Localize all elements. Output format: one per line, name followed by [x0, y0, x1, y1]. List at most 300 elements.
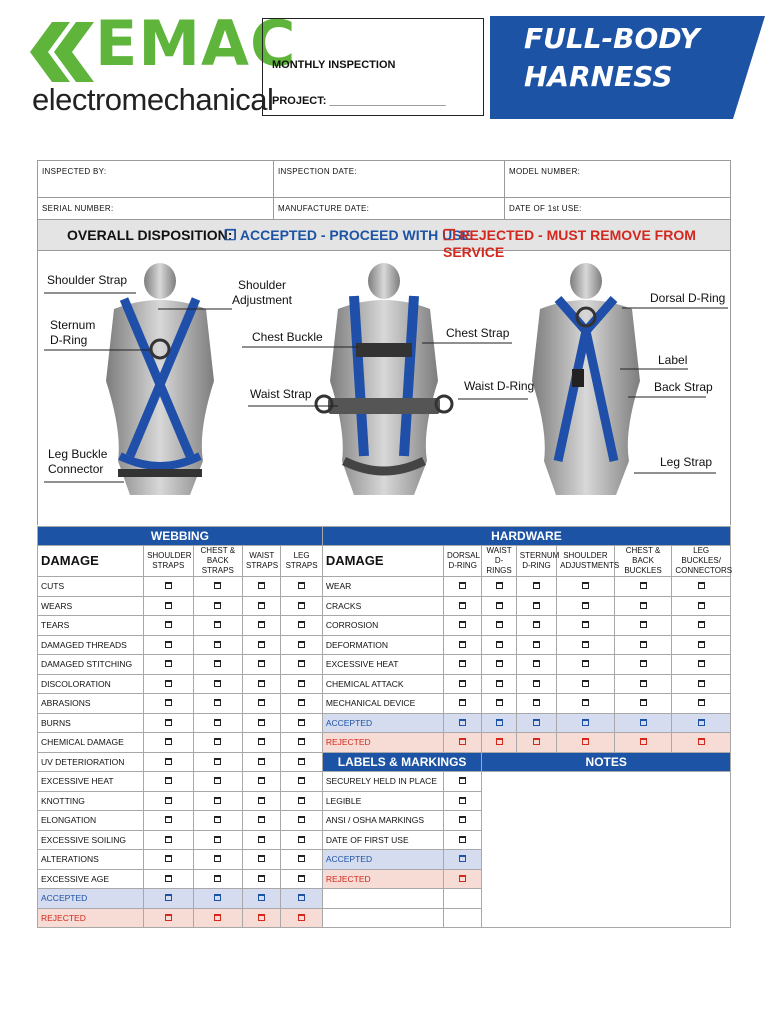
hardware-checkbox-cell[interactable]: [482, 616, 516, 636]
hardware-checkbox-cell[interactable]: [557, 694, 615, 714]
hardware-checkbox-cell[interactable]: [516, 655, 556, 675]
labels-markings-header: LABELS & MARKINGS: [322, 752, 482, 772]
checkbox-icon[interactable]: [298, 719, 305, 726]
webbing-checkbox-cell[interactable]: [193, 616, 242, 636]
hardware-checkbox-cell[interactable]: [557, 635, 615, 655]
checkbox-icon[interactable]: [298, 602, 305, 609]
webbing-checkbox-cell[interactable]: [193, 889, 242, 909]
labels-checkbox-cell[interactable]: [444, 791, 482, 811]
checkbox-icon[interactable]: [496, 641, 503, 648]
checkbox-icon[interactable]: [298, 894, 305, 901]
disposition-rejected-checkbox[interactable]: ❐ REJECTED - MUST REMOVE FROM SERVICE: [443, 227, 696, 260]
webbing-checkbox-cell[interactable]: [243, 908, 281, 928]
checkbox-icon[interactable]: [258, 914, 265, 921]
hardware-checkbox-cell[interactable]: [557, 616, 615, 636]
checkbox-icon[interactable]: [640, 582, 647, 589]
hardware-checkbox-cell[interactable]: [557, 577, 615, 597]
hardware-checkbox-cell[interactable]: [672, 635, 731, 655]
checkbox-icon[interactable]: [258, 855, 265, 862]
hardware-checkbox-cell[interactable]: [444, 596, 482, 616]
checkbox-icon[interactable]: [698, 641, 705, 648]
checkbox-icon[interactable]: [165, 894, 172, 901]
hardware-checkbox-cell[interactable]: [614, 596, 672, 616]
webbing-checkbox-cell[interactable]: [281, 772, 322, 792]
checkbox-icon[interactable]: [165, 602, 172, 609]
hardware-checkbox-cell[interactable]: [557, 655, 615, 675]
checkbox-icon[interactable]: [459, 816, 466, 823]
webbing-checkbox-cell[interactable]: [281, 752, 322, 772]
webbing-checkbox-cell[interactable]: [281, 830, 322, 850]
hardware-checkbox-cell[interactable]: [444, 694, 482, 714]
hardware-accepted-checkbox-cell[interactable]: [614, 713, 672, 733]
checkbox-icon[interactable]: [214, 582, 221, 589]
checkbox-icon[interactable]: [582, 582, 589, 589]
checkbox-icon[interactable]: [459, 641, 466, 648]
checkbox-icon[interactable]: [459, 660, 466, 667]
hardware-checkbox-cell[interactable]: [482, 577, 516, 597]
hardware-checkbox-cell[interactable]: [672, 596, 731, 616]
checkbox-icon[interactable]: [698, 621, 705, 628]
checkbox-icon[interactable]: [533, 641, 540, 648]
hardware-checkbox-cell[interactable]: [614, 635, 672, 655]
checkbox-icon[interactable]: [214, 621, 221, 628]
webbing-checkbox-cell[interactable]: [243, 694, 281, 714]
webbing-checkbox-cell[interactable]: [144, 733, 193, 753]
checkbox-icon[interactable]: [459, 836, 466, 843]
checkbox-icon[interactable]: [165, 621, 172, 628]
webbing-checkbox-cell[interactable]: [243, 635, 281, 655]
checkbox-icon[interactable]: [533, 582, 540, 589]
checkbox-icon[interactable]: [298, 758, 305, 765]
hardware-checkbox-cell[interactable]: [482, 596, 516, 616]
labels-checkbox-cell[interactable]: [444, 830, 482, 850]
first-use-date-field[interactable]: DATE OF 1st USE:: [505, 198, 731, 235]
checkbox-icon[interactable]: [582, 719, 589, 726]
checkbox-icon[interactable]: [258, 582, 265, 589]
disposition-label: OVERALL DISPOSITION:: [67, 227, 233, 243]
webbing-checkbox-cell[interactable]: [281, 791, 322, 811]
webbing-checkbox-cell[interactable]: [281, 596, 322, 616]
webbing-checkbox-cell[interactable]: [193, 596, 242, 616]
checkbox-icon[interactable]: [298, 641, 305, 648]
checkbox-icon[interactable]: [165, 680, 172, 687]
checkbox-icon[interactable]: [459, 582, 466, 589]
checkbox-icon[interactable]: [496, 621, 503, 628]
webbing-checkbox-cell[interactable]: [193, 791, 242, 811]
webbing-checkbox-cell[interactable]: [243, 655, 281, 675]
checkbox-icon[interactable]: [496, 582, 503, 589]
checkbox-icon[interactable]: [459, 777, 466, 784]
checkbox-icon[interactable]: [214, 602, 221, 609]
checkbox-icon[interactable]: [459, 602, 466, 609]
hardware-checkbox-cell[interactable]: [444, 577, 482, 597]
checkbox-icon[interactable]: [258, 836, 265, 843]
checkbox-icon[interactable]: [582, 680, 589, 687]
checkbox-icon[interactable]: [214, 680, 221, 687]
checkbox-icon[interactable]: [214, 816, 221, 823]
checkbox-icon[interactable]: [496, 680, 503, 687]
labels-checkbox-cell[interactable]: [444, 772, 482, 792]
hardware-rejected-checkbox-cell[interactable]: [672, 733, 731, 753]
webbing-damage-item: WEARS: [38, 596, 144, 616]
webbing-checkbox-cell[interactable]: [193, 752, 242, 772]
webbing-checkbox-cell[interactable]: [144, 596, 193, 616]
hardware-accepted-checkbox-cell[interactable]: [444, 713, 482, 733]
webbing-checkbox-cell[interactable]: [144, 850, 193, 870]
webbing-checkbox-cell[interactable]: [281, 908, 322, 928]
webbing-damage-item: ELONGATION: [38, 811, 144, 831]
checkbox-icon[interactable]: [459, 680, 466, 687]
hardware-checkbox-cell[interactable]: [614, 694, 672, 714]
checkbox-icon[interactable]: [214, 699, 221, 706]
checkbox-icon[interactable]: [165, 738, 172, 745]
checkbox-icon[interactable]: [214, 641, 221, 648]
label-dorsal-dring: Dorsal D-Ring: [650, 291, 726, 305]
hardware-column-header: DORSAL D-RING: [444, 546, 482, 577]
hardware-checkbox-cell[interactable]: [516, 596, 556, 616]
webbing-checkbox-cell[interactable]: [193, 811, 242, 831]
webbing-checkbox-cell[interactable]: [243, 674, 281, 694]
checkbox-icon[interactable]: [533, 680, 540, 687]
hardware-damage-item: EXCESSIVE HEAT: [322, 655, 443, 675]
checkbox-icon[interactable]: [298, 797, 305, 804]
checkbox-icon[interactable]: [582, 621, 589, 628]
table-row: [38, 577, 731, 597]
webbing-checkbox-cell[interactable]: [243, 616, 281, 636]
checkbox-icon[interactable]: [496, 738, 503, 745]
checkbox-icon[interactable]: [214, 738, 221, 745]
checkbox-icon[interactable]: [582, 699, 589, 706]
checkbox-icon[interactable]: [459, 719, 466, 726]
title-line-2: HARNESS: [524, 60, 673, 93]
hardware-rejected-checkbox-cell[interactable]: [516, 733, 556, 753]
label-waist-strap: Waist Strap: [250, 387, 312, 401]
checkbox-icon[interactable]: [582, 602, 589, 609]
webbing-checkbox-cell[interactable]: [281, 869, 322, 889]
checkbox-icon[interactable]: [298, 660, 305, 667]
hardware-checkbox-cell[interactable]: [672, 616, 731, 636]
webbing-checkbox-cell[interactable]: [243, 772, 281, 792]
webbing-checkbox-cell[interactable]: [281, 889, 322, 909]
checkbox-icon[interactable]: [165, 855, 172, 862]
checkbox-icon[interactable]: [640, 738, 647, 745]
checkbox-icon[interactable]: [582, 738, 589, 745]
hardware-rejected-checkbox-cell[interactable]: [557, 733, 615, 753]
checkbox-icon[interactable]: [582, 660, 589, 667]
webbing-checkbox-cell[interactable]: [243, 830, 281, 850]
hardware-checkbox-cell[interactable]: [482, 635, 516, 655]
webbing-checkbox-cell[interactable]: [243, 713, 281, 733]
checkbox-icon[interactable]: [298, 738, 305, 745]
webbing-checkbox-cell[interactable]: [243, 811, 281, 831]
checkbox-icon[interactable]: [165, 582, 172, 589]
checkbox-icon[interactable]: [496, 602, 503, 609]
checkbox-icon[interactable]: [533, 660, 540, 667]
checkbox-icon[interactable]: [496, 660, 503, 667]
checkbox-icon[interactable]: [298, 621, 305, 628]
checkbox-icon[interactable]: [214, 777, 221, 784]
hardware-rejected-checkbox-cell[interactable]: [444, 733, 482, 753]
webbing-checkbox-cell[interactable]: [144, 694, 193, 714]
checkbox-icon[interactable]: [298, 875, 305, 882]
hardware-accepted-checkbox-cell[interactable]: [557, 713, 615, 733]
webbing-checkbox-cell[interactable]: [193, 674, 242, 694]
checkbox-icon[interactable]: [214, 797, 221, 804]
webbing-checkbox-cell[interactable]: [281, 850, 322, 870]
webbing-checkbox-cell[interactable]: [281, 733, 322, 753]
checkbox-icon[interactable]: [698, 699, 705, 706]
inspected-by-field[interactable]: INSPECTED BY:: [38, 161, 274, 198]
webbing-checkbox-cell[interactable]: [243, 889, 281, 909]
checkbox-icon[interactable]: [698, 738, 705, 745]
checkbox-icon[interactable]: [582, 641, 589, 648]
checkbox-icon[interactable]: [298, 582, 305, 589]
checkbox-icon[interactable]: [298, 855, 305, 862]
labels-checkbox-cell[interactable]: [444, 811, 482, 831]
webbing-checkbox-cell[interactable]: [193, 577, 242, 597]
webbing-checkbox-cell[interactable]: [243, 733, 281, 753]
checkbox-icon[interactable]: [496, 699, 503, 706]
webbing-checkbox-cell[interactable]: [144, 655, 193, 675]
checkbox-icon[interactable]: [640, 680, 647, 687]
checkbox-icon[interactable]: [533, 699, 540, 706]
hardware-checkbox-cell[interactable]: [444, 655, 482, 675]
notes-area[interactable]: [482, 772, 731, 928]
hardware-accepted-checkbox-cell[interactable]: [482, 713, 516, 733]
checkbox-icon[interactable]: [459, 855, 466, 862]
webbing-checkbox-cell[interactable]: [281, 655, 322, 675]
checkbox-icon[interactable]: [165, 875, 172, 882]
webbing-checkbox-cell[interactable]: [144, 889, 193, 909]
label-leg-strap: Leg Strap: [660, 455, 713, 469]
model-number-field[interactable]: MODEL NUMBER:: [505, 161, 731, 198]
checkbox-icon[interactable]: [258, 816, 265, 823]
webbing-checkbox-cell[interactable]: [193, 772, 242, 792]
checkbox-icon[interactable]: [165, 758, 172, 765]
checkbox-icon[interactable]: [214, 758, 221, 765]
webbing-damage-item: ABRASIONS: [38, 694, 144, 714]
webbing-column-header: WAIST STRAPS: [243, 546, 281, 577]
checkbox-icon[interactable]: [533, 738, 540, 745]
checkbox-icon[interactable]: [640, 660, 647, 667]
serial-number-field[interactable]: SERIAL NUMBER:: [38, 198, 274, 235]
checkbox-icon[interactable]: [640, 602, 647, 609]
checkbox-icon[interactable]: [258, 719, 265, 726]
checkbox-icon[interactable]: [165, 641, 172, 648]
webbing-checkbox-cell[interactable]: [144, 635, 193, 655]
webbing-checkbox-cell[interactable]: [193, 694, 242, 714]
checkbox-icon[interactable]: [640, 641, 647, 648]
checkbox-icon[interactable]: [459, 699, 466, 706]
checkbox-icon[interactable]: [258, 797, 265, 804]
checkbox-icon[interactable]: [298, 914, 305, 921]
hardware-checkbox-cell[interactable]: [672, 577, 731, 597]
hardware-checkbox-cell[interactable]: [557, 674, 615, 694]
checkbox-icon[interactable]: [459, 875, 466, 882]
hardware-checkbox-cell[interactable]: [557, 596, 615, 616]
hardware-checkbox-cell[interactable]: [444, 674, 482, 694]
checkbox-icon[interactable]: [698, 719, 705, 726]
hardware-checkbox-cell[interactable]: [614, 577, 672, 597]
webbing-checkbox-cell[interactable]: [243, 596, 281, 616]
hardware-checkbox-cell[interactable]: [614, 616, 672, 636]
webbing-checkbox-cell[interactable]: [144, 772, 193, 792]
checkbox-icon[interactable]: [165, 836, 172, 843]
labels-accepted-checkbox-cell[interactable]: [444, 850, 482, 870]
hardware-checkbox-cell[interactable]: [516, 616, 556, 636]
hardware-rejected-checkbox-cell[interactable]: [482, 733, 516, 753]
hardware-checkbox-cell[interactable]: [444, 635, 482, 655]
checkbox-icon[interactable]: [258, 680, 265, 687]
checkbox-icon[interactable]: [214, 836, 221, 843]
webbing-checkbox-cell[interactable]: [144, 713, 193, 733]
hardware-accepted-checkbox-cell[interactable]: [672, 713, 731, 733]
webbing-checkbox-cell[interactable]: [144, 616, 193, 636]
page-title: [524, 20, 700, 96]
checkbox-icon[interactable]: [165, 816, 172, 823]
checkbox-icon[interactable]: [214, 894, 221, 901]
checkbox-icon[interactable]: [214, 855, 221, 862]
webbing-checkbox-cell[interactable]: [193, 908, 242, 928]
checkbox-icon[interactable]: [165, 777, 172, 784]
webbing-checkbox-cell[interactable]: [144, 811, 193, 831]
checkbox-icon[interactable]: [698, 660, 705, 667]
inspection-date-field[interactable]: INSPECTION DATE:: [274, 161, 505, 198]
hardware-checkbox-cell[interactable]: [516, 635, 556, 655]
webbing-checkbox-cell[interactable]: [281, 635, 322, 655]
hardware-checkbox-cell[interactable]: [516, 694, 556, 714]
checkbox-icon[interactable]: [459, 621, 466, 628]
hardware-checkbox-cell[interactable]: [482, 655, 516, 675]
hardware-checkbox-cell[interactable]: [516, 674, 556, 694]
checkbox-icon[interactable]: [165, 699, 172, 706]
checkbox-icon[interactable]: [698, 680, 705, 687]
checkbox-icon[interactable]: [298, 816, 305, 823]
hardware-checkbox-cell[interactable]: [672, 694, 731, 714]
webbing-checkbox-cell[interactable]: [144, 577, 193, 597]
webbing-checkbox-cell[interactable]: [281, 616, 322, 636]
project-field[interactable]: PROJECT: ___________________: [272, 95, 446, 107]
checkbox-icon[interactable]: [640, 621, 647, 628]
hardware-header: HARDWARE: [322, 527, 730, 546]
webbing-checkbox-cell[interactable]: [193, 655, 242, 675]
webbing-checkbox-cell[interactable]: [281, 713, 322, 733]
checkbox-icon[interactable]: [533, 719, 540, 726]
disposition-accepted-checkbox[interactable]: ❐ ACCEPTED - PROCEED WITH USE: [224, 227, 471, 243]
labels-item: LEGIBLE: [322, 791, 443, 811]
checkbox-icon[interactable]: [533, 602, 540, 609]
checkbox-icon[interactable]: [258, 758, 265, 765]
checkbox-icon[interactable]: [298, 699, 305, 706]
hardware-column-header: STERNUM D-RING: [516, 546, 556, 577]
hardware-checkbox-cell[interactable]: [672, 655, 731, 675]
webbing-checkbox-cell[interactable]: [281, 674, 322, 694]
checkbox-icon[interactable]: [165, 660, 172, 667]
checkbox-icon[interactable]: [298, 836, 305, 843]
webbing-checkbox-cell[interactable]: [281, 577, 322, 597]
checkbox-icon[interactable]: [214, 914, 221, 921]
webbing-checkbox-cell[interactable]: [193, 850, 242, 870]
checkbox-icon[interactable]: [258, 621, 265, 628]
checkbox-icon[interactable]: [698, 602, 705, 609]
webbing-checkbox-cell[interactable]: [281, 811, 322, 831]
checkbox-icon[interactable]: [298, 680, 305, 687]
hardware-checkbox-cell[interactable]: [672, 674, 731, 694]
webbing-checkbox-cell[interactable]: [243, 577, 281, 597]
checkbox-icon[interactable]: [698, 582, 705, 589]
checkbox-icon[interactable]: [258, 894, 265, 901]
webbing-checkbox-cell[interactable]: [144, 752, 193, 772]
webbing-checkbox-cell[interactable]: [144, 674, 193, 694]
checkbox-icon[interactable]: [214, 719, 221, 726]
checkbox-icon[interactable]: [459, 738, 466, 745]
checkbox-icon[interactable]: [258, 602, 265, 609]
webbing-checkbox-cell[interactable]: [193, 733, 242, 753]
hardware-checkbox-cell[interactable]: [614, 674, 672, 694]
label-sternum-dring: Sternum D-Ring: [50, 318, 96, 347]
hardware-rejected-checkbox-cell[interactable]: [614, 733, 672, 753]
checkbox-icon[interactable]: [640, 699, 647, 706]
labels-rejected-checkbox-cell[interactable]: [444, 869, 482, 889]
webbing-checkbox-cell[interactable]: [144, 830, 193, 850]
webbing-checkbox-cell[interactable]: [193, 830, 242, 850]
label-label: Label: [658, 353, 688, 367]
checkbox-icon[interactable]: [165, 719, 172, 726]
webbing-checkbox-cell[interactable]: [243, 752, 281, 772]
checkbox-icon[interactable]: [640, 719, 647, 726]
hardware-damage-item: CHEMICAL ATTACK: [322, 674, 443, 694]
checkbox-icon[interactable]: [459, 797, 466, 804]
webbing-checkbox-cell[interactable]: [193, 713, 242, 733]
checkbox-icon[interactable]: [258, 641, 265, 648]
hardware-accepted-checkbox-cell[interactable]: [516, 713, 556, 733]
checkbox-icon[interactable]: [214, 660, 221, 667]
webbing-checkbox-cell[interactable]: [193, 635, 242, 655]
hardware-checkbox-cell[interactable]: [482, 674, 516, 694]
checkbox-icon[interactable]: [258, 875, 265, 882]
checkbox-icon[interactable]: [258, 660, 265, 667]
webbing-checkbox-cell[interactable]: [144, 791, 193, 811]
checkbox-icon[interactable]: [214, 875, 221, 882]
webbing-checkbox-cell[interactable]: [243, 850, 281, 870]
checkbox-icon[interactable]: [165, 797, 172, 804]
checkbox-icon[interactable]: [298, 777, 305, 784]
hardware-checkbox-cell[interactable]: [444, 616, 482, 636]
checkbox-icon[interactable]: [496, 719, 503, 726]
hardware-column-header: LEG BUCKLES/ CONNECTORS: [672, 546, 731, 577]
hardware-damage-item: CRACKS: [322, 596, 443, 616]
webbing-damage-item: DISCOLORATION: [38, 674, 144, 694]
harness-diagram: [37, 251, 731, 525]
webbing-checkbox-cell[interactable]: [144, 908, 193, 928]
table-row: [38, 733, 731, 753]
webbing-checkbox-cell[interactable]: [144, 869, 193, 889]
hardware-checkbox-cell[interactable]: [614, 655, 672, 675]
checkbox-icon[interactable]: [258, 777, 265, 784]
hardware-checkbox-cell[interactable]: [516, 577, 556, 597]
checkbox-icon[interactable]: [165, 914, 172, 921]
checkbox-icon[interactable]: [258, 699, 265, 706]
webbing-checkbox-cell[interactable]: [193, 869, 242, 889]
webbing-checkbox-cell[interactable]: [281, 694, 322, 714]
hardware-checkbox-cell[interactable]: [482, 694, 516, 714]
checkbox-icon[interactable]: [258, 738, 265, 745]
manufacture-date-field[interactable]: MANUFACTURE DATE:: [274, 198, 505, 235]
webbing-checkbox-cell[interactable]: [243, 791, 281, 811]
webbing-checkbox-cell[interactable]: [243, 869, 281, 889]
checkbox-icon[interactable]: [533, 621, 540, 628]
webbing-column-header: LEG STRAPS: [281, 546, 322, 577]
